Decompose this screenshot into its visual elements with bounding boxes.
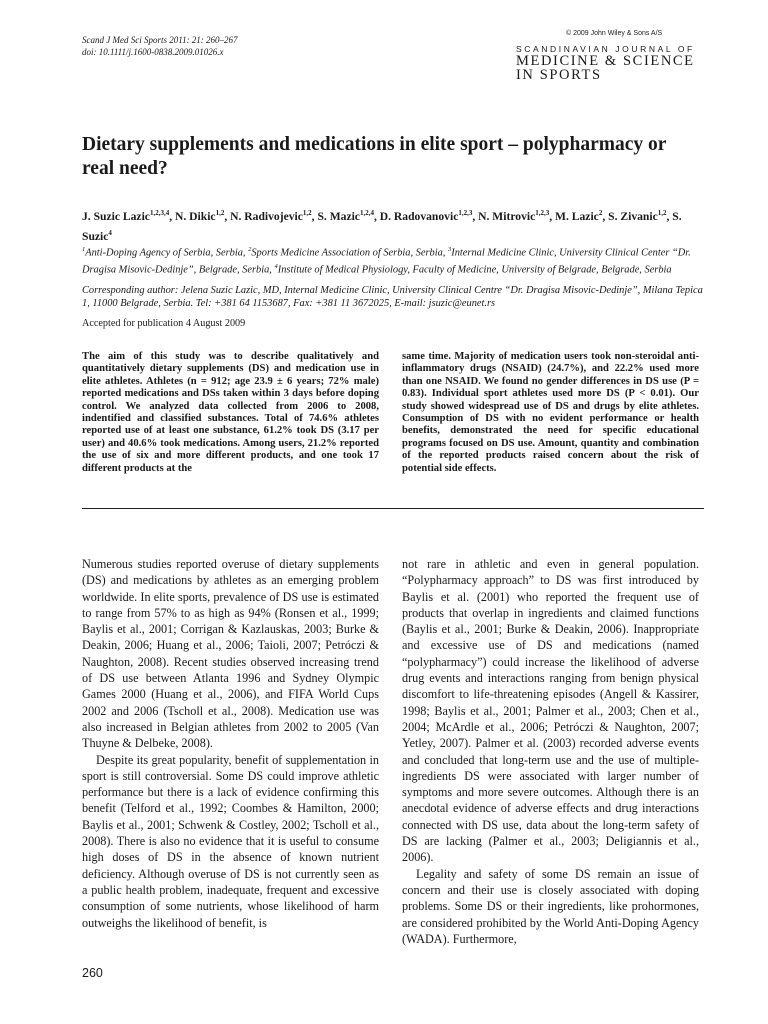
journal-logo xyxy=(516,44,706,82)
abstract-left: The aim of this study was to describe qualitatively and quantitatively dietary supplements (DS) and medication use in elite athletes. Athletes (n = 912; age 23.9 ± 6 years; 72% male) reported medications and DSs taken within 3 days before doping control. We analyzed data collected from 2006 to 2008, indentified and classified substances. Total of 74.6% athletes reported use of at least one substance, 61.2% took DS (3.17 per user) and 40.6% took medications. Among users, 21.2% reported the use of six and more different products, and one took 17 different products at the xyxy=(82,351,379,474)
author-name: S. Zivanic xyxy=(608,209,658,223)
author-affiliation-marker: 1,2,4 xyxy=(359,209,374,217)
affiliation-text: Internal Medicine Clinic, University Clinical Center “Dr. Dragisa Misovic-Dedinje”, Belgrade, Serbia, xyxy=(82,247,691,276)
affiliation-text: Sports Medicine Association of Serbia, Serbia, xyxy=(251,247,448,259)
affiliation-marker: 1 xyxy=(82,246,86,253)
citation-header xyxy=(82,34,238,58)
author-affiliation-marker: 2 xyxy=(598,209,603,217)
paragraph: Legality and safety of some DS remain an issue of concern and their use is closely associated with doping problems. Some DS or their ingredients, like prohormones, are considered prohibited by the World Anti-Doping Agency (WADA). Furthermore, xyxy=(402,866,699,946)
author-name: S. Mazic xyxy=(317,209,360,223)
affiliation-text: Institute of Medical Physiology, Faculty of Medicine, University of Belgrade, Belgrade, Serbia xyxy=(277,264,672,276)
affiliation-marker: 3 xyxy=(448,246,452,253)
author-name: N. Dikic xyxy=(175,209,216,223)
body-column-right xyxy=(402,556,699,947)
author-name: J. Suzic Lazic xyxy=(82,209,150,223)
author-affiliation-marker: 1,2 xyxy=(302,209,312,217)
journal-name-line2: MEDICINE & SCIENCE xyxy=(516,53,695,69)
affiliation-text: Anti-Doping Agency of Serbia, Serbia, xyxy=(85,247,249,259)
author-name: D. Radovanovic xyxy=(379,209,459,223)
journal-name-line3: IN SPORTS xyxy=(516,67,602,83)
paragraph: not rare in athletic and even in general population. “Polypharmacy approach” to DS was first introduced by Baylis et al. (2001) who reported the frequent use of products that overlap in ingredients and claimed functions (Baylis et al., 2001; Burke & Deakin, 2006). Inappropriate and excessive use of DS and medications (named “polypharmacy”) could increase the likelihood of adverse drug events and interactions ranging from benign physical discomfort to life-threatening episodes (Angell & Kassirer, 1998; Baylis et al., 2001; Palmer et al., 2003; Chen et al., 2004; McArdle et al., 2006; Petróczi & Naughton, 2007; Yetley, 2007). Palmer et al. (2003) recorded adverse events and concluded that long-term use and the use of multiple-ingredients DS were associated with larger number of symptoms and more severe outcomes. Although there is an anecdotal evidence of adverse effects and drug interactions connected with DS use, data about the long-term safety of DS are lacking (Palmer et al., 2003; Deligiannis et al., 2006). xyxy=(402,557,699,865)
affiliation-marker: 4 xyxy=(274,262,278,270)
article-title: Dietary supplements and medications in elite sport – polypharmacy or real need? xyxy=(82,134,667,179)
paragraph: Numerous studies reported overuse of dietary supplements (DS) and medications by athletes as an emerging problem worldwide. In elite sports, prevalence of DS use is estimated to range from 57% to as high as 94% (Ronsen et al., 1999; Baylis et al., 2001; Corrigan & Kazlauskas, 2003; Burke & Deakin, 2006; Huang et al., 2006; Taioli, 2007; Petróczi & Naughton, 2008). Recent studies observed increasing trend of DS use between Atlanta 1996 and Sydney Olympic Games 2000 (Huang et al., 2006), and FIFA World Cups 2002 and 2006 (Tscholl et al., 2008). Medication use was also increased in Belgian athletes from 2002 to 2005 (Van Thuyne & Delbeke, 2008). xyxy=(82,557,379,751)
author-name: N. Radivojevic xyxy=(230,209,303,223)
affiliations xyxy=(82,243,706,276)
author-affiliation-marker: 1,2 xyxy=(215,209,225,217)
accepted-date: Accepted for publication 4 August 2009 xyxy=(82,318,246,329)
page-number: 260 xyxy=(82,966,103,980)
section-divider xyxy=(82,508,704,509)
affiliation-marker: 2 xyxy=(248,246,252,253)
author-affiliation-marker: 1,2,3 xyxy=(458,209,473,217)
author-affiliation-marker: 1,2,3,4 xyxy=(149,209,170,217)
journal-name-line1: SCANDINAVIAN JOURNAL OF xyxy=(516,44,695,54)
author-affiliation-marker: 1,2,3 xyxy=(535,209,550,217)
author-affiliation-marker: 4 xyxy=(108,228,112,237)
author-name: N. Mitrovic xyxy=(478,209,536,223)
journal-citation: Scand J Med Sci Sports 2011: 21: 260–267 xyxy=(82,35,238,45)
paragraph: Despite its great popularity, benefit of supplementation in sport is still controversial. Some DS could improve athletic performance but there is a lack of evidence confirming this benefit (Telford et al., 1992; Coombes & Hamilton, 2000; Baylis et al., 2001; Schwenk & Costley, 2002; Tscholl et al., 2008). There is also no evidence that it is useful to consume high doses of DS in the absence of known nutrient deficiency. Although overuse of DS is not currently seen as a public health problem, inadequate, frequent and excessive consumption of some nutrients, whose likelihood of harm outweighs the likelihood of benefit, is xyxy=(82,752,379,930)
author-list: J. Suzic Lazic$^{1,2,3,4}$, N. Dikic$^{1,2}$, N. Radivojevic$^{1,2}$, S. Mazic$^{1,2,4}$, D. Radovanovic$^{1,2,3}$, N. Mitrovic$^{1,2,3}$, M. Lazic$^2$, S. Zivanic$^{1,2}$, S. Suzic$^4$ xyxy=(82,209,682,243)
author-affiliation-marker: 1,2 xyxy=(657,209,667,217)
abstract-right: same time. Majority of medication users took non-steroidal anti-inflammatory drugs (NSAID) (24.7%), and 22.2% used more than one NSAID. We found no gender differences in DS use (P = 0.83). Individual sport athletes used more DS (P < 0.01). Our study showed widespread use of DS and drugs by elite athletes. Consumption of DS with no evident performance or health benefits, demonstrated the need for specific educational programs focused on DS use. Amount, quantity and combination of the reported products raised concern about the risk of potential side effects. xyxy=(402,351,699,474)
corresponding-author: Corresponding author: Jelena Suzic Lazic, MD, Internal Medicine Clinic, University Clinical Centre “Dr. Dragisa Misovic-Dedinje”, Milana Tepica 1, 11000 Belgrade, Serbia. Tel: +381 64 1153687, Fax: +381 11 3672025, E-mail: jsuzic@eunet.rs xyxy=(82,285,703,310)
copyright-notice: © 2009 John Wiley & Sons A/S xyxy=(566,30,663,37)
body-column-left xyxy=(82,556,379,931)
author-name: S. Suzic xyxy=(82,209,682,243)
author-name: M. Lazic xyxy=(555,209,599,223)
doi: doi: 10.1111/j.1600-0838.2009.01026.x xyxy=(82,47,224,57)
